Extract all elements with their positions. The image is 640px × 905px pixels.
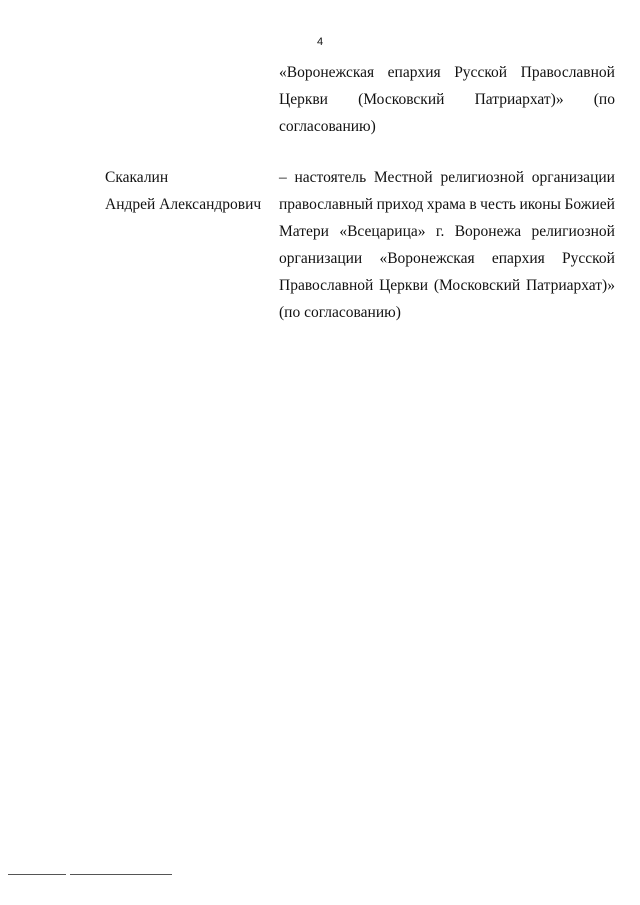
word: Православной xyxy=(279,277,374,294)
word: Божией xyxy=(564,196,615,213)
word: г. xyxy=(435,223,445,240)
word: Православной xyxy=(520,64,615,81)
word: «Воронежская xyxy=(379,250,475,267)
member-surname: Скакалин xyxy=(105,169,169,186)
footer-rule-left xyxy=(8,874,66,875)
word: – xyxy=(279,169,287,186)
role-line-5 xyxy=(279,277,615,295)
continuation-line-2 xyxy=(279,91,615,109)
word: Патриархат)» xyxy=(525,277,615,294)
word: приход xyxy=(376,196,424,213)
word: «Воронежская xyxy=(279,64,375,81)
word: честь xyxy=(480,196,516,213)
word: настоятель xyxy=(294,169,367,186)
member-given-names: Андрей Александрович xyxy=(105,196,262,213)
word: религиозной xyxy=(440,169,524,186)
word: Матери xyxy=(279,223,329,240)
footer-rule-right xyxy=(70,874,172,875)
role-line-6: (по согласованию) xyxy=(279,304,401,321)
role-line-2 xyxy=(279,196,615,214)
role-line-1 xyxy=(279,169,615,187)
word: Церкви xyxy=(279,91,328,108)
word: Местной xyxy=(373,169,433,186)
word: организации xyxy=(279,250,363,267)
word: православный xyxy=(279,196,374,213)
word: религиозной xyxy=(531,223,615,240)
continuation-line-1 xyxy=(279,64,615,82)
page-number: 4 xyxy=(316,36,324,48)
word: Русской xyxy=(454,64,508,81)
word: Русской xyxy=(562,250,615,267)
word: епархия xyxy=(491,250,545,267)
word: организации xyxy=(531,169,615,186)
role-line-3 xyxy=(279,223,615,241)
continuation-line-3: согласованию) xyxy=(279,118,376,135)
word: Патриархат)» xyxy=(474,91,564,108)
word: Церкви xyxy=(379,277,429,294)
word: храма xyxy=(426,196,466,213)
word: «Всецарица» xyxy=(339,223,426,240)
word: (по xyxy=(593,91,615,108)
word: иконы xyxy=(519,196,561,213)
word: (Московский xyxy=(433,277,521,294)
word: епархия xyxy=(387,64,441,81)
word: Воронежа xyxy=(454,223,522,240)
word: в xyxy=(469,196,477,213)
role-line-4 xyxy=(279,250,615,268)
word: (Московский xyxy=(358,91,445,108)
